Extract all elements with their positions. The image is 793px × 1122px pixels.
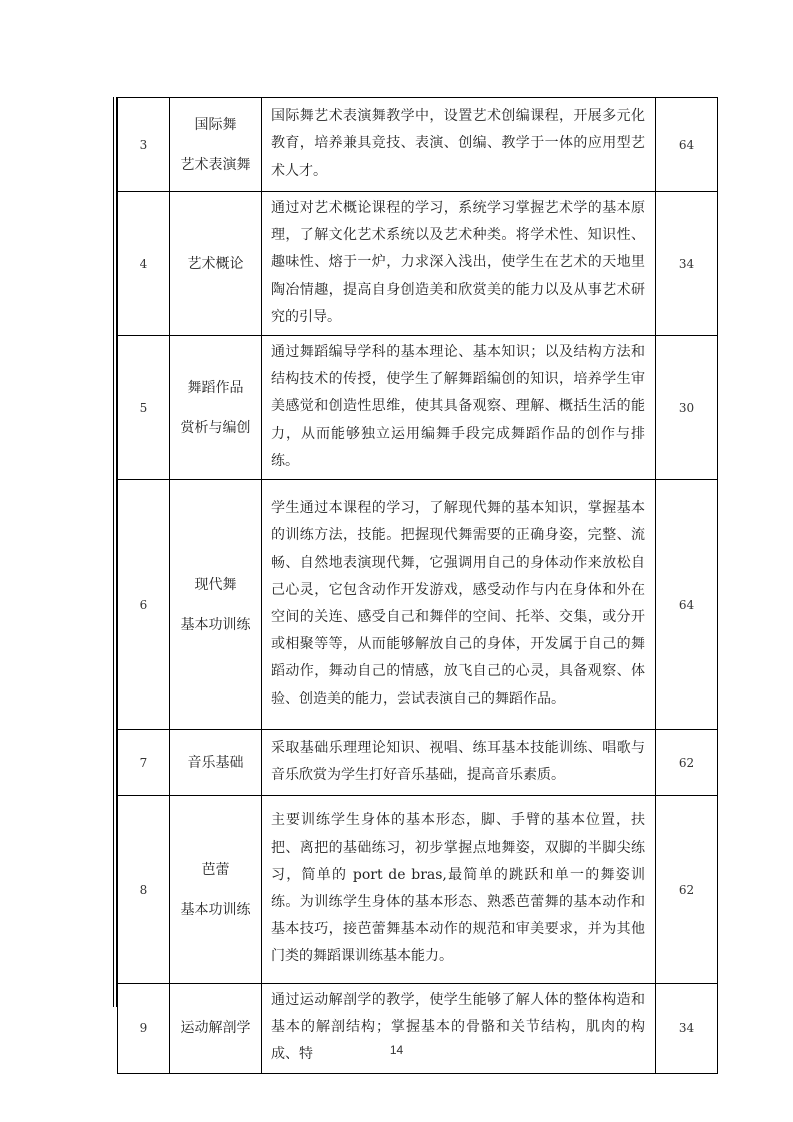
course-name-line: 艺术表演舞 xyxy=(180,156,251,173)
course-number: 9 xyxy=(118,984,170,1074)
course-hours: 64 xyxy=(656,98,718,192)
page-number: 14 xyxy=(389,1043,404,1057)
course-hours: 64 xyxy=(656,480,718,730)
course-hours: 62 xyxy=(656,730,718,796)
table-row xyxy=(118,336,718,480)
table-row xyxy=(118,730,718,796)
table-row xyxy=(118,984,718,1074)
course-number: 3 xyxy=(118,98,170,192)
course-hours: 34 xyxy=(656,984,718,1074)
course-name xyxy=(170,98,262,192)
course-name-line: 现代舞 xyxy=(194,576,237,593)
table-outer-border xyxy=(113,97,114,1007)
course-hours: 62 xyxy=(656,796,718,984)
course-name xyxy=(170,984,262,1074)
course-table xyxy=(117,97,718,1074)
table-row xyxy=(118,796,718,984)
course-description: 主要训练学生身体的基本形态，脚、手臂的基本位置，扶把、离把的基础练习，初步掌握点地舞姿，双脚的半脚尖练习，简单的 port de bras,最简单的跳跃和单一的舞姿训练。为训练学生身体的基本形态、熟悉芭蕾舞的基本动作和基本技巧，接芭蕾舞基本动作的规范和审美要求，并为其他门类的舞蹈课训练基本能力。 xyxy=(262,796,656,984)
course-name xyxy=(170,796,262,984)
course-description: 通过运动解剖学的教学，使学生能够了解人体的整体构造和基本的解剖结构；掌握基本的骨骼和关节结构，肌肉的构成、特 xyxy=(262,984,656,1074)
table-row xyxy=(118,192,718,336)
table-row xyxy=(118,98,718,192)
course-number: 5 xyxy=(118,336,170,480)
course-description: 国际舞艺术表演舞教学中，设置艺术创编课程，开展多元化教育，培养兼具竞技、表演、创编、教学于一体的应用型艺术人才。 xyxy=(262,98,656,192)
course-number: 8 xyxy=(118,796,170,984)
course-name-line: 艺术概论 xyxy=(187,255,244,272)
course-name-line: 音乐基础 xyxy=(187,754,244,771)
course-name xyxy=(170,336,262,480)
course-name-line: 舞蹈作品 xyxy=(187,379,244,396)
course-name xyxy=(170,192,262,336)
course-hours: 34 xyxy=(656,192,718,336)
course-hours: 30 xyxy=(656,336,718,480)
course-description: 通过舞蹈编导学科的基本理论、基本知识；以及结构方法和结构技术的传授，使学生了解舞蹈编创的知识，培养学生审美感觉和创造性思维，使其具备观察、理解、概括生活的能力，从而能够独立运用编舞手段完成舞蹈作品的创作与排练。 xyxy=(262,336,656,480)
course-number: 7 xyxy=(118,730,170,796)
course-description: 通过对艺术概论课程的学习，系统学习掌握艺术学的基本原理，了解文化艺术系统以及艺术种类。将学术性、知识性、趣味性、熔于一炉，力求深入浅出，使学生在艺术的天地里陶冶情趣，提高自身创造美和欣赏美的能力以及从事艺术研究的引导。 xyxy=(262,192,656,336)
course-name-line: 基本功训练 xyxy=(180,616,251,633)
course-name-line: 基本功训练 xyxy=(180,901,251,918)
course-name-line: 国际舞 xyxy=(194,116,237,133)
course-number: 4 xyxy=(118,192,170,336)
course-name-line: 运动解剖学 xyxy=(180,1020,251,1037)
table-row xyxy=(118,480,718,730)
course-number: 6 xyxy=(118,480,170,730)
course-name xyxy=(170,480,262,730)
course-name-line: 赏析与编创 xyxy=(180,419,251,436)
course-description: 学生通过本课程的学习，了解现代舞的基本知识，掌握基本的训练方法，技能。把握现代舞需要的正确身姿，完整、流畅、自然地表演现代舞，它强调用自己的身体动作来放松自己心灵，它包含动作开发游戏，感受动作与内在身体和外在空间的关连、感受自己和舞伴的空间、托举、交集，或分开或相聚等等，从而能够解放自己的身体，开发属于自己的舞蹈动作，舞动自己的情感，放飞自己的心灵，具备观察、体验、创造美的能力，尝试表演自己的舞蹈作品。 xyxy=(262,480,656,730)
course-name xyxy=(170,730,262,796)
course-description: 采取基础乐理理论知识、视唱、练耳基本技能训练、唱歌与音乐欣赏为学生打好音乐基础，提高音乐素质。 xyxy=(262,730,656,796)
course-name-line: 芭蕾 xyxy=(201,861,230,878)
